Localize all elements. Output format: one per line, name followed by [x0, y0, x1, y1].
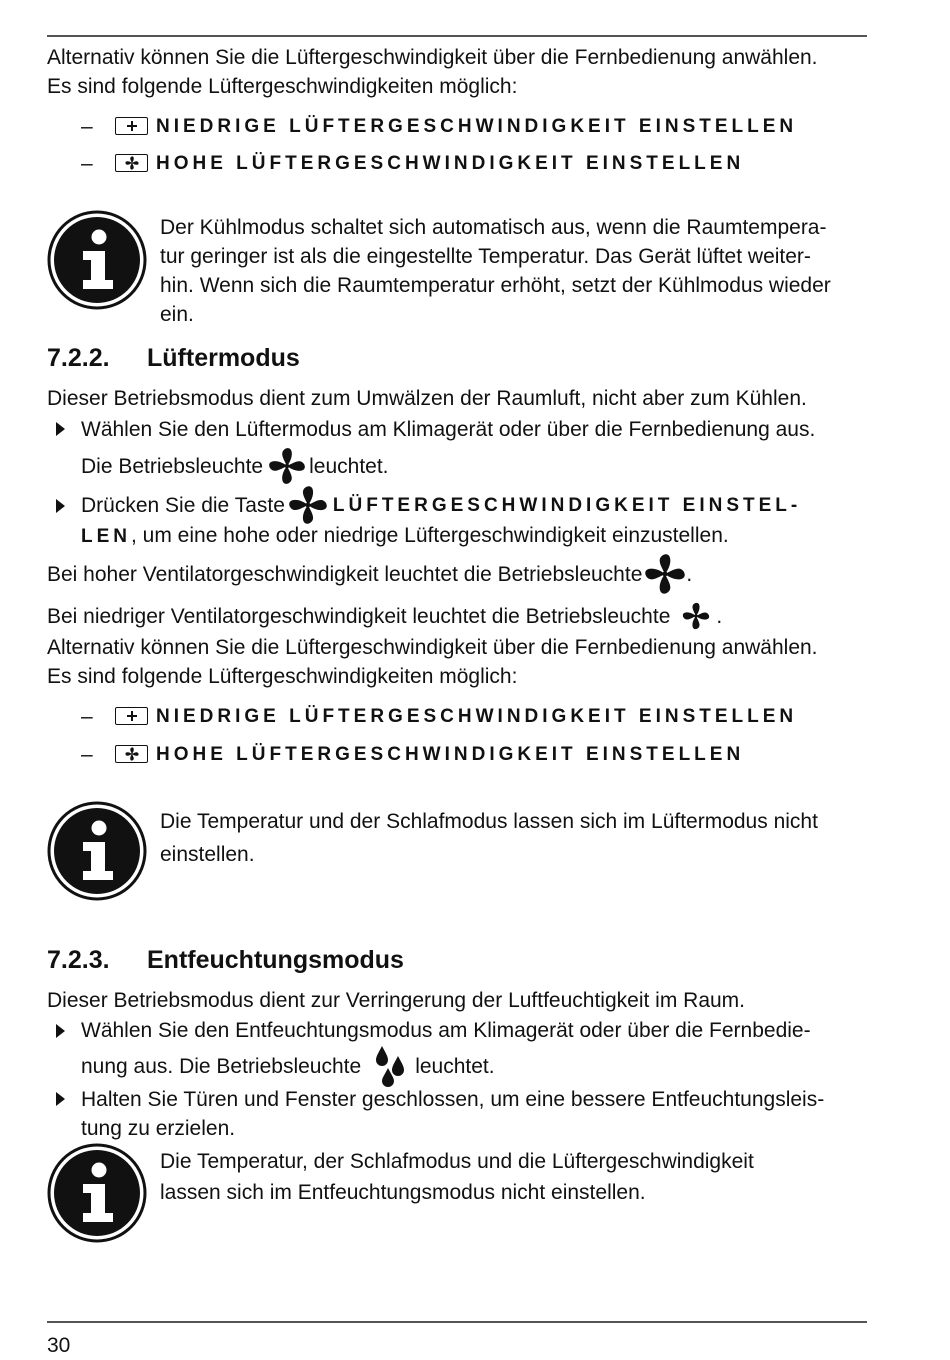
- dash: –: [81, 114, 93, 138]
- info-note-fan-mode: [160, 805, 880, 871]
- description-text: Dieser Betriebsmodus dient zum Umwälzen der Raumluft, nicht aber zum Kühlen.: [47, 387, 807, 410]
- instruction-step: [81, 1016, 881, 1045]
- step-text: leuchtet.: [309, 454, 389, 478]
- body-text: Bei niedriger Ventilatorgeschwindigkeit leuchtet die Betriebsleuchte: [47, 604, 671, 628]
- plus-key-icon: [115, 117, 148, 135]
- low-speed-label: NIEDRIGE LÜFTERGESCHWINDIGKEIT EINSTELLEN: [156, 705, 798, 727]
- info-line: lassen sich im Entfeuchtungsmodus nicht einstellen.: [160, 1181, 646, 1204]
- key-name: LEN: [81, 526, 131, 547]
- instruction-step: [81, 1085, 881, 1143]
- fan-icon: [267, 447, 307, 485]
- instruction-step-continued: [81, 448, 881, 484]
- description-text: Dieser Betriebsmodus dient zur Verringerung der Luftfeuchtigkeit im Raum.: [47, 989, 746, 1012]
- key-name: LÜFTERGESCHWINDIGKEIT EINSTEL-: [332, 494, 802, 516]
- info-line: Die Temperatur und der Schlafmodus lassen sich im Lüftermodus nicht: [160, 810, 818, 833]
- droplets-icon: [373, 1045, 407, 1087]
- low-speed-line: [47, 601, 877, 631]
- section-description: [47, 384, 877, 413]
- option-low-speed: [81, 111, 797, 141]
- option-high-speed: [81, 148, 744, 178]
- step-text: , um eine hohe oder niedrige Lüftergeschwindigkeit einzustellen.: [131, 524, 729, 547]
- body-text: Es sind folgende Lüftergeschwindigkeiten möglich:: [47, 665, 518, 688]
- section-title: Entfeuchtungsmodus: [147, 946, 404, 974]
- step-text: Die Betriebsleuchte: [81, 454, 264, 478]
- high-speed-line: [47, 554, 877, 594]
- info-line: Der Kühlmodus schaltet sich automatisch aus, wenn die Raumtempera-: [160, 216, 827, 239]
- plus-key-icon: [115, 707, 148, 725]
- fan-icon: [287, 485, 329, 525]
- dash: –: [81, 151, 93, 175]
- intro-line-2: Es sind folgende Lüftergeschwindigkeiten möglich:: [47, 75, 518, 98]
- section-heading-fan-mode: [47, 343, 300, 373]
- info-line: hin. Wenn sich die Raumtemperatur erhöht, setzt der Kühlmodus wieder: [160, 274, 831, 297]
- bullet-arrow-icon: [56, 1024, 65, 1038]
- section-description: [47, 986, 877, 1015]
- bullet-arrow-icon: [56, 1092, 65, 1106]
- info-note-dehumidify: [160, 1146, 880, 1208]
- fan-icon: [682, 602, 710, 630]
- fan-icon: [644, 553, 686, 595]
- section-number: 7.2.3.: [47, 946, 110, 974]
- step-text: Drücken Sie die Taste: [81, 493, 285, 517]
- body-text: Bei hoher Ventilatorgeschwindigkeit leuchtet die Betriebsleuchte: [47, 562, 643, 586]
- instruction-step: [81, 415, 881, 444]
- page-number: 30: [47, 1334, 71, 1357]
- step-text: Wählen Sie den Lüftermodus am Klimagerät oder über die Fernbedienung aus.: [81, 418, 816, 441]
- info-note-cooling: [160, 213, 880, 329]
- step-text: tung zu erzielen.: [81, 1117, 236, 1140]
- high-speed-label: HOHE LÜFTERGESCHWINDIGKEIT EINSTELLEN: [156, 743, 745, 765]
- instruction-step: [81, 487, 881, 523]
- info-icon: [47, 1143, 147, 1243]
- bullet-arrow-icon: [56, 422, 65, 436]
- option-high-speed: [81, 739, 744, 769]
- info-icon: [47, 801, 147, 901]
- punctuation: .: [686, 562, 693, 586]
- punctuation: .: [716, 604, 723, 628]
- fan-key-icon: [115, 154, 148, 172]
- top-rule: [47, 35, 867, 37]
- info-icon: [47, 210, 147, 310]
- instruction-step-continued: [81, 1045, 881, 1087]
- info-line: einstellen.: [160, 843, 255, 866]
- option-low-speed: [81, 701, 797, 731]
- step-text: nung aus. Die Betriebsleuchte: [81, 1054, 362, 1078]
- step-text: Wählen Sie den Entfeuchtungsmodus am Klimagerät oder über die Fernbedie-: [81, 1019, 811, 1042]
- bottom-rule: [47, 1321, 867, 1323]
- fan-key-icon: [115, 745, 148, 763]
- remote-paragraph: [47, 633, 877, 691]
- info-line: ein.: [160, 303, 194, 326]
- body-text: Alternativ können Sie die Lüftergeschwindigkeit über die Fernbedienung anwählen.: [47, 636, 818, 659]
- bullet-arrow-icon: [56, 499, 65, 513]
- section-heading-dehumidify-mode: [47, 945, 404, 975]
- low-speed-label: NIEDRIGE LÜFTERGESCHWINDIGKEIT EINSTELLEN: [156, 115, 798, 137]
- section-number: 7.2.2.: [47, 344, 110, 372]
- intro-line-1: Alternativ können Sie die Lüftergeschwindigkeit über die Fernbedienung anwählen.: [47, 46, 818, 69]
- section-title: Lüftermodus: [147, 344, 300, 372]
- info-line: tur geringer ist als die eingestellte Temperatur. Das Gerät lüftet weiter-: [160, 245, 811, 268]
- step-text: leuchtet.: [415, 1054, 495, 1078]
- intro-paragraph: [47, 43, 877, 101]
- dash: –: [81, 742, 93, 766]
- high-speed-label: HOHE LÜFTERGESCHWINDIGKEIT EINSTELLEN: [156, 152, 745, 174]
- step-text: Halten Sie Türen und Fenster geschlossen, um eine bessere Entfeuchtungsleis-: [81, 1088, 825, 1111]
- info-line: Die Temperatur, der Schlafmodus und die Lüftergeschwindigkeit: [160, 1150, 754, 1173]
- dash: –: [81, 704, 93, 728]
- instruction-step-continued: [81, 521, 881, 551]
